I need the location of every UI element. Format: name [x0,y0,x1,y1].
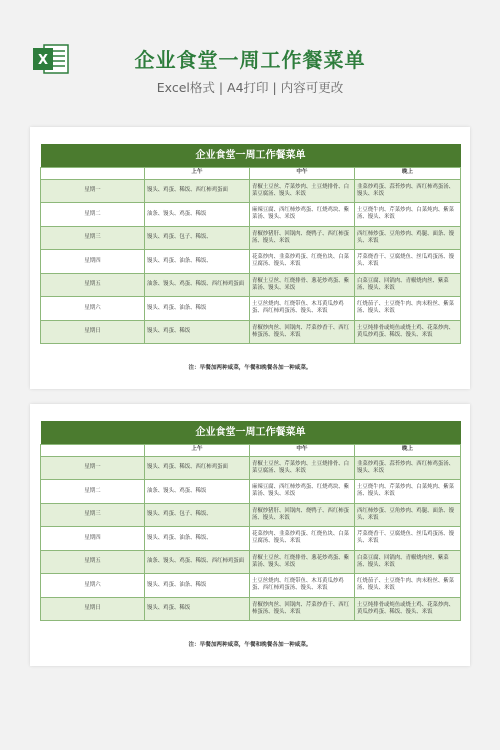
lunch-cell: 青椒炒肉丝、回锅肉、芹菜炒香干、西红柿蛋汤、馒头、米饭 [250,597,355,621]
day-cell: 星期五 [41,550,145,574]
table-row [41,297,461,321]
table-row [41,574,461,598]
lunch-cell: 青椒炒猪肝、回锅肉、烧鸭子、西红柿蛋汤、馒头、米饭 [250,503,355,527]
lunch-cell: 土豆丝烧肉、红烧带鱼、木耳黄瓜炒鸡蛋、西红柿鸡蛋汤、馒头、米饭 [250,297,355,321]
lunch-cell: 青椒炒肉丝、回锅肉、芹菜炒香干、西红柿蛋汤、馒头、米饭 [250,320,355,344]
day-cell: 星期一 [41,179,145,203]
lunch-cell: 青椒土豆丝、红烧排骨、葱花炒鸡蛋、紫菜汤、馒头、米饭 [250,550,355,574]
day-cell: 星期三 [41,503,145,527]
menu-table [40,421,461,621]
lunch-cell: 土豆丝烧肉、红烧带鱼、木耳黄瓜炒鸡蛋、西红柿鸡蛋汤、馒头、米饭 [250,574,355,598]
dinner-cell: 土豆烧牛肉、芹菜炒肉、白菜炖肉、紫菜汤、馒头、米饭 [355,203,461,227]
table-row [41,503,461,527]
breakfast-cell: 馒头、鸡蛋、油条、稀饭、 [145,527,250,551]
day-cell: 星期日 [41,320,145,344]
dinner-cell: 西红柿炒蛋、豆角炒肉、鸡腿、面条、馒头、米饭 [355,226,461,250]
menu-note: 注：早餐加两种咸菜，午餐和晚餐各加一种咸菜。 [188,642,312,648]
column-header-morning: 上午 [145,444,250,456]
menu-sheet-preview-1 [30,127,470,389]
day-cell: 星期四 [41,250,145,274]
dinner-cell: 白菜豆腐、回锅肉、青椒烧肉丝、紫菜汤、馒头、米饭 [355,550,461,574]
dinner-cell: 芹菜烧香干、豆腐烧鱼、丝瓜鸡蛋汤、馒头、米饭 [355,527,461,551]
excel-icon-letter: X [37,53,49,68]
breakfast-cell: 馒头、鸡蛋、油条、稀饭 [145,297,250,321]
column-header-noon: 中午 [250,167,355,179]
page-subtitle: Excel格式 | A4打印 | 内容可更改 [156,80,344,95]
table-row [41,480,461,504]
corner-cell [41,444,145,456]
table-row [41,250,461,274]
breakfast-cell: 油条、馒头、鸡蛋、稀饭、西红柿鸡蛋面 [145,273,250,297]
corner-cell [41,167,145,179]
dinner-cell: 红烧茄子、土豆烧牛肉、肉末粉丝、紫菜汤、馒头、米饭 [355,574,461,598]
table-row [41,226,461,250]
day-cell: 星期二 [41,480,145,504]
breakfast-cell: 馒头、鸡蛋、稀饭、西红柿鸡蛋面 [145,179,250,203]
table-row [41,320,461,344]
table-row [41,203,461,227]
dinner-cell: 土豆烧牛肉、芹菜炒肉、白菜炖肉、紫菜汤、馒头、米饭 [355,480,461,504]
day-cell: 星期六 [41,297,145,321]
day-cell: 星期六 [41,574,145,598]
breakfast-cell: 馒头、鸡蛋、稀饭 [145,320,250,344]
menu-sheet-preview-2 [30,404,470,666]
breakfast-cell: 馒头、鸡蛋、油条、稀饭、 [145,250,250,274]
dinner-cell: 红烧茄子、土豆烧牛肉、肉末粉丝、紫菜汤、馒头、米饭 [355,297,461,321]
column-header-evening: 晚上 [355,444,461,456]
lunch-cell: 青椒土豆丝、红烧排骨、葱花炒鸡蛋、紫菜汤、馒头、米饭 [250,273,355,297]
breakfast-cell: 油条、馒头、鸡蛋、稀饭 [145,203,250,227]
page-header [0,0,500,110]
lunch-cell: 青椒炒猪肝、回锅肉、烧鸭子、西红柿蛋汤、馒头、米饭 [250,226,355,250]
lunch-cell: 麻辣豆腐、西红柿炒鸡蛋、红烧鸡块、紫菜汤、馒头、米饭 [250,480,355,504]
day-cell: 星期四 [41,527,145,551]
table-row [41,456,461,480]
day-cell: 星期五 [41,273,145,297]
column-header-evening: 晚上 [355,167,461,179]
breakfast-cell: 馒头、鸡蛋、稀饭 [145,597,250,621]
menu-note: 注：早餐加两种咸菜，午餐和晚餐各加一种咸菜。 [188,365,312,371]
table-row [41,179,461,203]
column-header-morning: 上午 [145,167,250,179]
breakfast-cell: 油条、馒头、鸡蛋、稀饭、西红柿鸡蛋面 [145,550,250,574]
breakfast-cell: 馒头、鸡蛋、油条、稀饭 [145,574,250,598]
dinner-cell: 韭菜炒鸡蛋、蒜苔炒肉、西红柿鸡蛋汤、馒头、米饭 [355,179,461,203]
breakfast-cell: 油条、馒头、鸡蛋、稀饭 [145,480,250,504]
day-cell: 星期二 [41,203,145,227]
dinner-cell: 韭菜炒鸡蛋、蒜苔炒肉、西红柿鸡蛋汤、馒头、米饭 [355,456,461,480]
table-title: 企业食堂一周工作餐菜单 [41,421,461,444]
menu-table [40,144,461,344]
table-row [41,527,461,551]
day-cell: 星期三 [41,226,145,250]
breakfast-cell: 馒头、鸡蛋、包子、稀饭、 [145,226,250,250]
dinner-cell: 土豆炖排骨或炖鱼或烧土鸡、花菜炒肉、黄瓜炒鸡蛋、稀饭、馒头、米饭 [355,320,461,344]
dinner-cell: 芹菜烧香干、豆腐烧鱼、丝瓜鸡蛋汤、馒头、米饭 [355,250,461,274]
lunch-cell: 花菜炒肉、韭菜炒鸡蛋、红烧鱼块、白菜豆腐汤、馒头、米饭 [250,250,355,274]
table-row [41,550,461,574]
breakfast-cell: 馒头、鸡蛋、包子、稀饭、 [145,503,250,527]
lunch-cell: 花菜炒肉、韭菜炒鸡蛋、红烧鱼块、白菜豆腐汤、馒头、米饭 [250,527,355,551]
lunch-cell: 青椒土豆丝、芹菜炒肉、土豆烧排骨、白菜豆腐汤、馒头、米饭 [250,456,355,480]
column-header-noon: 中午 [250,444,355,456]
dinner-cell: 土豆炖排骨或炖鱼或烧土鸡、花菜炒肉、黄瓜炒鸡蛋、稀饭、馒头、米饭 [355,597,461,621]
table-row [41,597,461,621]
day-cell: 星期日 [41,597,145,621]
table-title: 企业食堂一周工作餐菜单 [41,144,461,167]
lunch-cell: 青椒土豆丝、芹菜炒肉、土豆烧排骨、白菜豆腐汤、馒头、米饭 [250,179,355,203]
breakfast-cell: 馒头、鸡蛋、稀饭、西红柿鸡蛋面 [145,456,250,480]
dinner-cell: 西红柿炒蛋、豆角炒肉、鸡腿、面条、馒头、米饭 [355,503,461,527]
dinner-cell: 白菜豆腐、回锅肉、青椒烧肉丝、紫菜汤、馒头、米饭 [355,273,461,297]
lunch-cell: 麻辣豆腐、西红柿炒鸡蛋、红烧鸡块、紫菜汤、馒头、米饭 [250,203,355,227]
table-row [41,273,461,297]
page-title: 企业食堂一周工作餐菜单 [134,48,366,72]
day-cell: 星期一 [41,456,145,480]
